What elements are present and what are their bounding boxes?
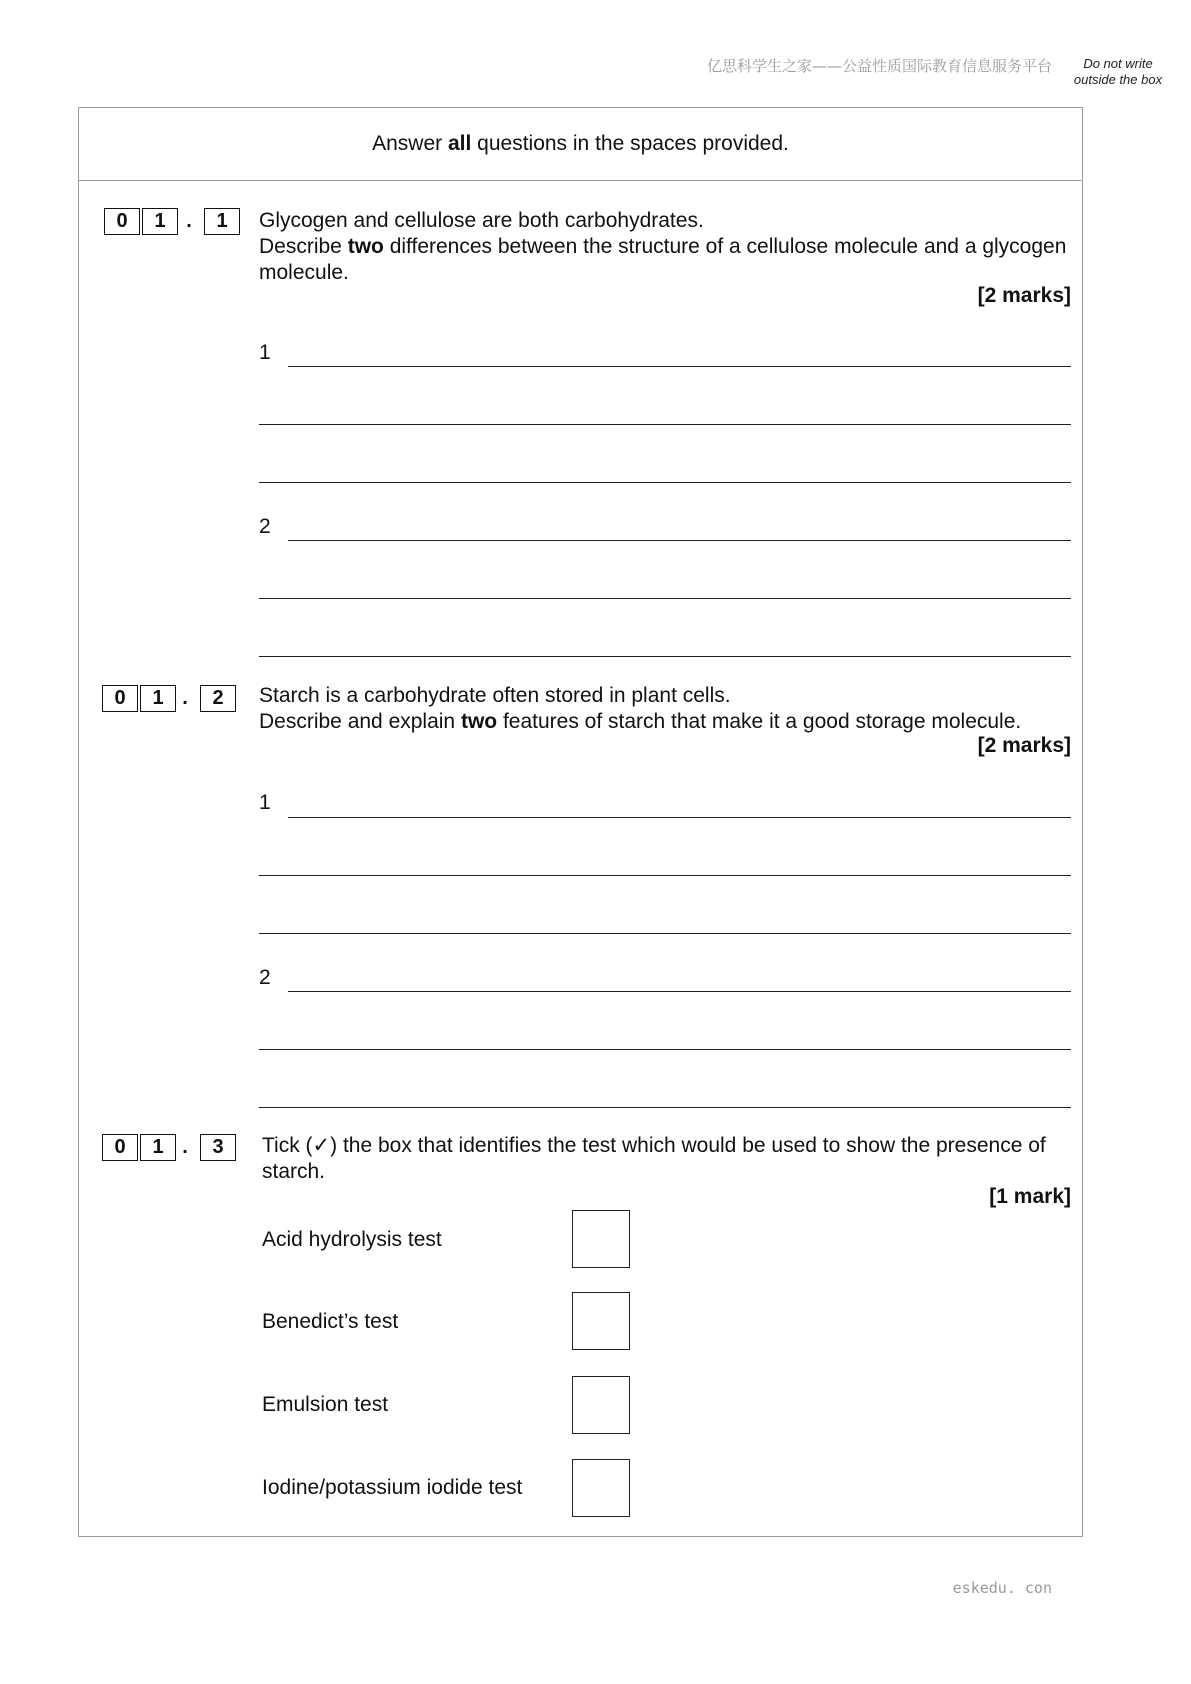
option-label-benedicts: Benedict’s test [262, 1310, 399, 1333]
option-label-acid-hydrolysis: Acid hydrolysis test [262, 1228, 442, 1251]
question-01-3-text: Tick (✓) the box that identifies the test which would be used to show the presence of starch. [262, 1134, 1046, 1183]
checkbox-emulsion[interactable] [572, 1376, 630, 1434]
question-digit: 1 [140, 1134, 176, 1161]
question-dot: . [186, 210, 192, 232]
question-01-1-line2: Describe two differences between the structure of a cellulose molecule and a glycogen molecule. [259, 235, 1067, 284]
instruction-banner [79, 108, 1082, 181]
checkbox-acid-hydrolysis[interactable] [572, 1210, 630, 1268]
answer-line[interactable] [288, 991, 1071, 992]
question-01-3-marks: [1 mark] [989, 1185, 1071, 1208]
question-digit: 0 [102, 1134, 138, 1161]
checkbox-benedicts[interactable] [572, 1292, 630, 1350]
answer-line[interactable] [259, 424, 1071, 425]
answer-line[interactable] [259, 933, 1071, 934]
question-dot: . [182, 1136, 188, 1158]
question-digit: 0 [102, 685, 138, 712]
question-01-2-line1: Starch is a carbohydrate often stored in plant cells. [259, 684, 731, 707]
answer-line[interactable] [288, 540, 1071, 541]
question-01-2-line2: Describe and explain two features of starch that make it a good storage molecule. [259, 710, 1022, 733]
question-01-1-marks: [2 marks] [977, 284, 1071, 307]
footer-site-text: eskedu. con [952, 1579, 1052, 1597]
answer-line[interactable] [259, 1049, 1071, 1050]
question-digit: 2 [200, 685, 236, 712]
header-site-text: 亿思科学生之家——公益性质国际教育信息服务平台 [706, 57, 1052, 75]
question-01-1-text [259, 208, 1079, 286]
answer-line[interactable] [288, 366, 1071, 367]
answer-line[interactable] [259, 875, 1071, 876]
answer-number: 2 [259, 966, 271, 989]
question-01-2-marks: [2 marks] [977, 734, 1071, 757]
question-dot: . [182, 687, 188, 709]
option-label-emulsion: Emulsion test [262, 1393, 389, 1416]
question-01-1-line1: Glycogen and cellulose are both carbohydrates. [259, 209, 704, 232]
answer-line[interactable] [259, 482, 1071, 483]
question-digit: 3 [200, 1134, 236, 1161]
question-digit: 0 [104, 208, 140, 235]
question-digit: 1 [142, 208, 178, 235]
answer-number: 1 [259, 341, 271, 364]
question-digit: 1 [204, 208, 240, 235]
margin-note: Do not write outside the box [1073, 56, 1163, 87]
answer-line[interactable] [259, 1107, 1071, 1108]
instruction-text: Answer all questions in the spaces provided. [372, 132, 789, 155]
question-digit: 1 [140, 685, 176, 712]
answer-number: 2 [259, 515, 271, 538]
answer-line[interactable] [259, 656, 1071, 657]
checkbox-iodine[interactable] [572, 1459, 630, 1517]
answer-line[interactable] [259, 598, 1071, 599]
answer-line[interactable] [288, 817, 1071, 818]
question-01-2-text [259, 683, 1079, 735]
answer-number: 1 [259, 791, 271, 814]
option-label-iodine: Iodine/potassium iodide test [262, 1476, 523, 1499]
